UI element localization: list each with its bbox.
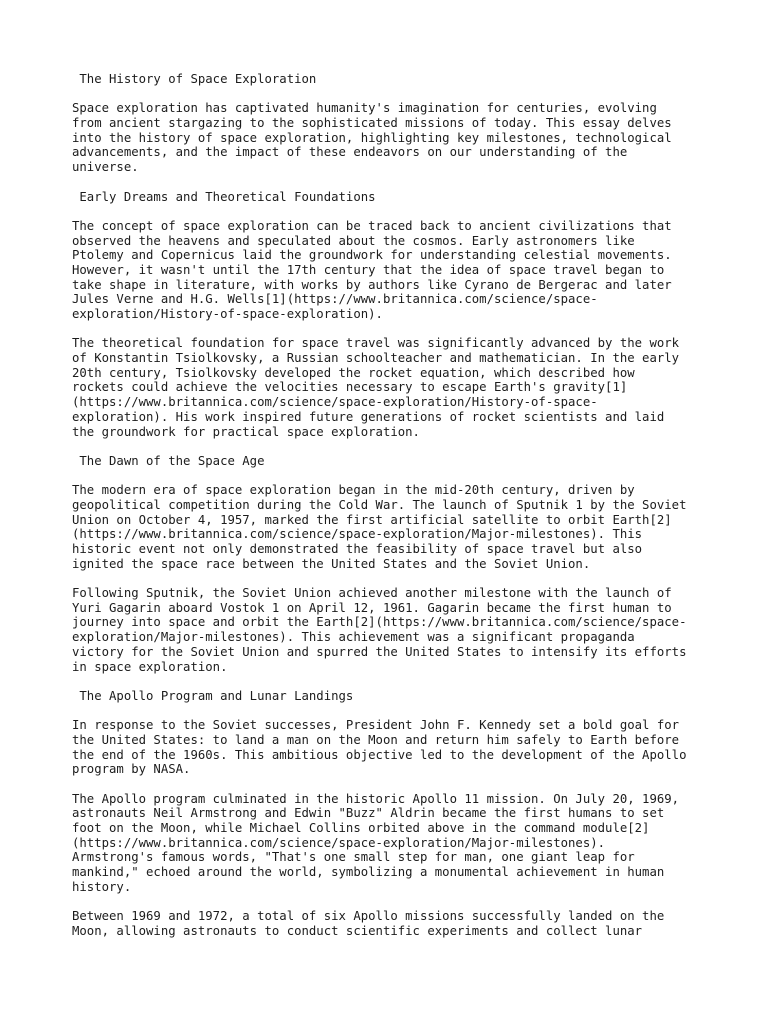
paragraph-line: Yuri Gagarin aboard Vostok 1 on April 12, 1961. Gagarin became the first human to [72, 600, 672, 615]
paragraph-line: Space exploration has captivated humanity's imagination for centuries, evolving [72, 101, 657, 116]
paragraph-line: astronauts Neil Armstrong and Edwin "Buzz" Aldrin became the first humans to set [72, 806, 665, 821]
heading-text: The Apollo Program and Lunar Landings [72, 688, 354, 703]
paragraph-line: The concept of space exploration can be traced back to ancient civilizations that [72, 218, 672, 233]
paragraph-line: Between 1969 and 1972, a total of six Apollo missions successfully landed on the [72, 909, 665, 924]
paragraph-line: the end of the 1960s. This ambitious objective led to the development of the Apollo [72, 747, 687, 762]
paragraph-line: mankind," echoed around the world, symbolizing a monumental achievement in human [72, 865, 665, 880]
paragraph-line: The theoretical foundation for space travel was significantly advanced by the work [72, 336, 680, 351]
paragraph-line: (https://www.britannica.com/science/space-exploration/History-of-space- [72, 395, 598, 410]
paragraph-line: victory for the Soviet Union and spurred the United States to intensify its efforts [72, 644, 687, 659]
paragraph-line: Jules Verne and H.G. Wells[1](https://www.britannica.com/science/space- [72, 292, 598, 307]
paragraph-line: In response to the Soviet successes, President John F. Kennedy set a bold goal for [72, 718, 680, 733]
paragraph-line: into the history of space exploration, highlighting key milestones, technological [72, 130, 672, 145]
paragraph-line: (https://www.britannica.com/science/space-exploration/Major-milestones). This [72, 527, 643, 542]
paragraph [72, 483, 712, 571]
paragraph-line: 20th century, Tsiolkovsky developed the rocket equation, which described how [72, 365, 635, 380]
paragraph-line: ignited the space race between the United States and the Soviet Union. [72, 556, 591, 571]
paragraph-line: observed the heavens and speculated about the cosmos. Early astronomers like [72, 233, 635, 248]
paragraph [72, 792, 712, 895]
paragraph-line: The Apollo program culminated in the historic Apollo 11 mission. On July 20, 1969, [72, 791, 680, 806]
paragraph-line: Armstrong's famous words, "That's one small step for man, one giant leap for [72, 850, 635, 865]
document-page [72, 72, 712, 953]
paragraph-line: of Konstantin Tsiolkovsky, a Russian schoolteacher and mathematician. In the early [72, 351, 680, 366]
paragraph [72, 909, 712, 938]
section-heading [72, 454, 712, 469]
paragraph-line: Ptolemy and Copernicus laid the groundwork for understanding celestial movements. [72, 248, 672, 263]
paragraph-line: geopolitical competition during the Cold War. The launch of Sputnik 1 by the Soviet [72, 497, 687, 512]
paragraph-line: from ancient stargazing to the sophisticated missions of today. This essay delves [72, 116, 672, 131]
section-heading [72, 689, 712, 704]
paragraph-line: program by NASA. [72, 762, 191, 777]
paragraph-line: exploration/History-of-space-exploration). [72, 307, 383, 321]
paragraph-line: exploration/Major-milestones). This achievement was a significant propaganda [72, 630, 635, 645]
paragraph-line: (https://www.britannica.com/science/space-exploration/Major-milestones). [72, 835, 606, 850]
paragraph [72, 718, 712, 777]
paragraph-line: journey into space and orbit the Earth[2](https://www.britannica.com/science/space- [72, 615, 687, 630]
paragraph-line: historic event not only demonstrated the feasibility of space travel but also [72, 542, 643, 556]
section-heading [72, 190, 712, 205]
paragraph-line: Union on October 4, 1957, marked the first artificial satellite to orbit Earth[2] [72, 512, 672, 527]
paragraph-line: universe. [72, 160, 139, 175]
paragraph [72, 101, 712, 174]
paragraph-line: exploration). His work inspired future generations of rocket scientists and laid [72, 409, 665, 424]
paragraph-line: in space exploration. [72, 659, 228, 674]
heading-text: The History of Space Exploration [72, 72, 317, 86]
heading-text: Early Dreams and Theoretical Foundations [72, 189, 376, 204]
heading-text: The Dawn of the Space Age [72, 453, 265, 468]
paragraph-line: foot on the Moon, while Michael Collins orbited above in the command module[2] [72, 821, 650, 836]
paragraph-line: history. [72, 879, 132, 894]
paragraph-line: the groundwork for practical space exploration. [72, 424, 420, 439]
paragraph-line: the United States: to land a man on the Moon and return him safely to Earth before [72, 732, 680, 747]
paragraph-line: advancements, and the impact of these endeavors on our understanding of the [72, 145, 628, 160]
paragraph-line: Following Sputnik, the Soviet Union achieved another milestone with the launch of [72, 586, 672, 601]
paragraph [72, 219, 712, 322]
paragraph-line: Moon, allowing astronauts to conduct scientific experiments and collect lunar [72, 923, 643, 938]
paragraph [72, 336, 712, 439]
paragraph [72, 586, 712, 674]
paragraph-line: The modern era of space exploration began in the mid-20th century, driven by [72, 483, 635, 498]
section-heading [72, 72, 712, 87]
paragraph-line: take shape in literature, with works by authors like Cyrano de Bergerac and later [72, 277, 672, 292]
paragraph-line: However, it wasn't until the 17th century that the idea of space travel began to [72, 262, 665, 277]
paragraph-line: rockets could achieve the velocities necessary to escape Earth's gravity[1] [72, 380, 628, 395]
